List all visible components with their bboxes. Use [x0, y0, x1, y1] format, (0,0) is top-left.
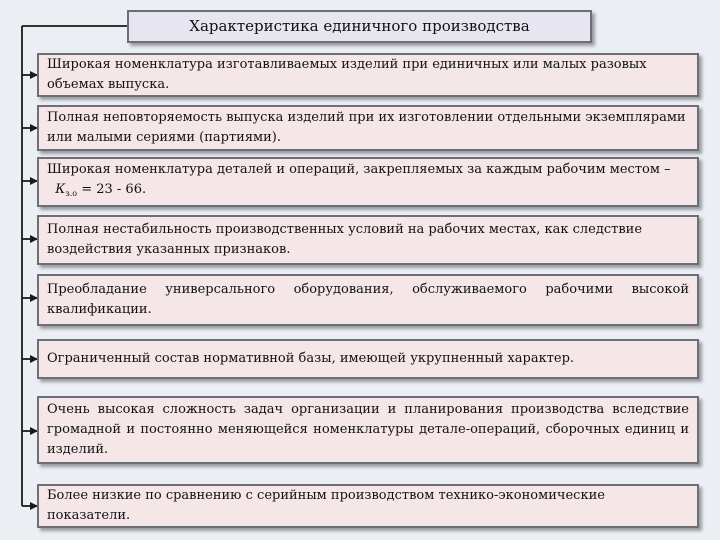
characteristic-text-6: Ограниченный состав нормативной базы, имеющей укрупненный характер. [47, 351, 575, 366]
characteristic-text-2: Полная неповторяемость выпуска изделий при их изготовлении отдельными экземплярами или малыми сериями (партиями). [47, 110, 686, 145]
characteristic-box-2 [37, 105, 699, 151]
characteristic-text-1: Широкая номенклатура изготавливаемых изделий при единичных или малых разовых объемах выпуска. [47, 57, 647, 92]
characteristic-box-5 [37, 274, 699, 326]
characteristic-text-3-value: = 23 - 66. [77, 182, 147, 197]
diagram-title: Характеристика единичного производства [127, 10, 592, 43]
k-symbol: К [55, 182, 66, 197]
characteristic-box-4 [37, 215, 699, 265]
characteristic-text-7: Очень высокая сложность задач организации и планирования производства вследствие громадной и постоянно меняющейся номенклатуры детале-операций, сборочных единиц и изделий. [47, 402, 689, 457]
characteristic-text-3-main: Широкая номенклатура деталей и операций, закрепляемых за каждым рабочим местом – [47, 162, 671, 177]
characteristic-text-5: Преобладание универсального оборудования, обслуживаемого рабочими высокой квалификации. [47, 282, 689, 317]
k-subscript: з.о [65, 189, 78, 198]
characteristic-box-3 [37, 157, 699, 207]
characteristic-text-4: Полная нестабильность производственных условий на рабочих местах, как следствие воздействия указанных признаков. [47, 222, 643, 257]
characteristic-text-3 [47, 160, 689, 204]
characteristic-box-1 [37, 53, 699, 97]
characteristic-box-8 [37, 484, 699, 528]
characteristic-text-8: Более низкие по сравнению с серийным производством технико-экономические показатели. [47, 488, 605, 523]
characteristic-box-7 [37, 396, 699, 464]
characteristic-box-6 [37, 339, 699, 379]
